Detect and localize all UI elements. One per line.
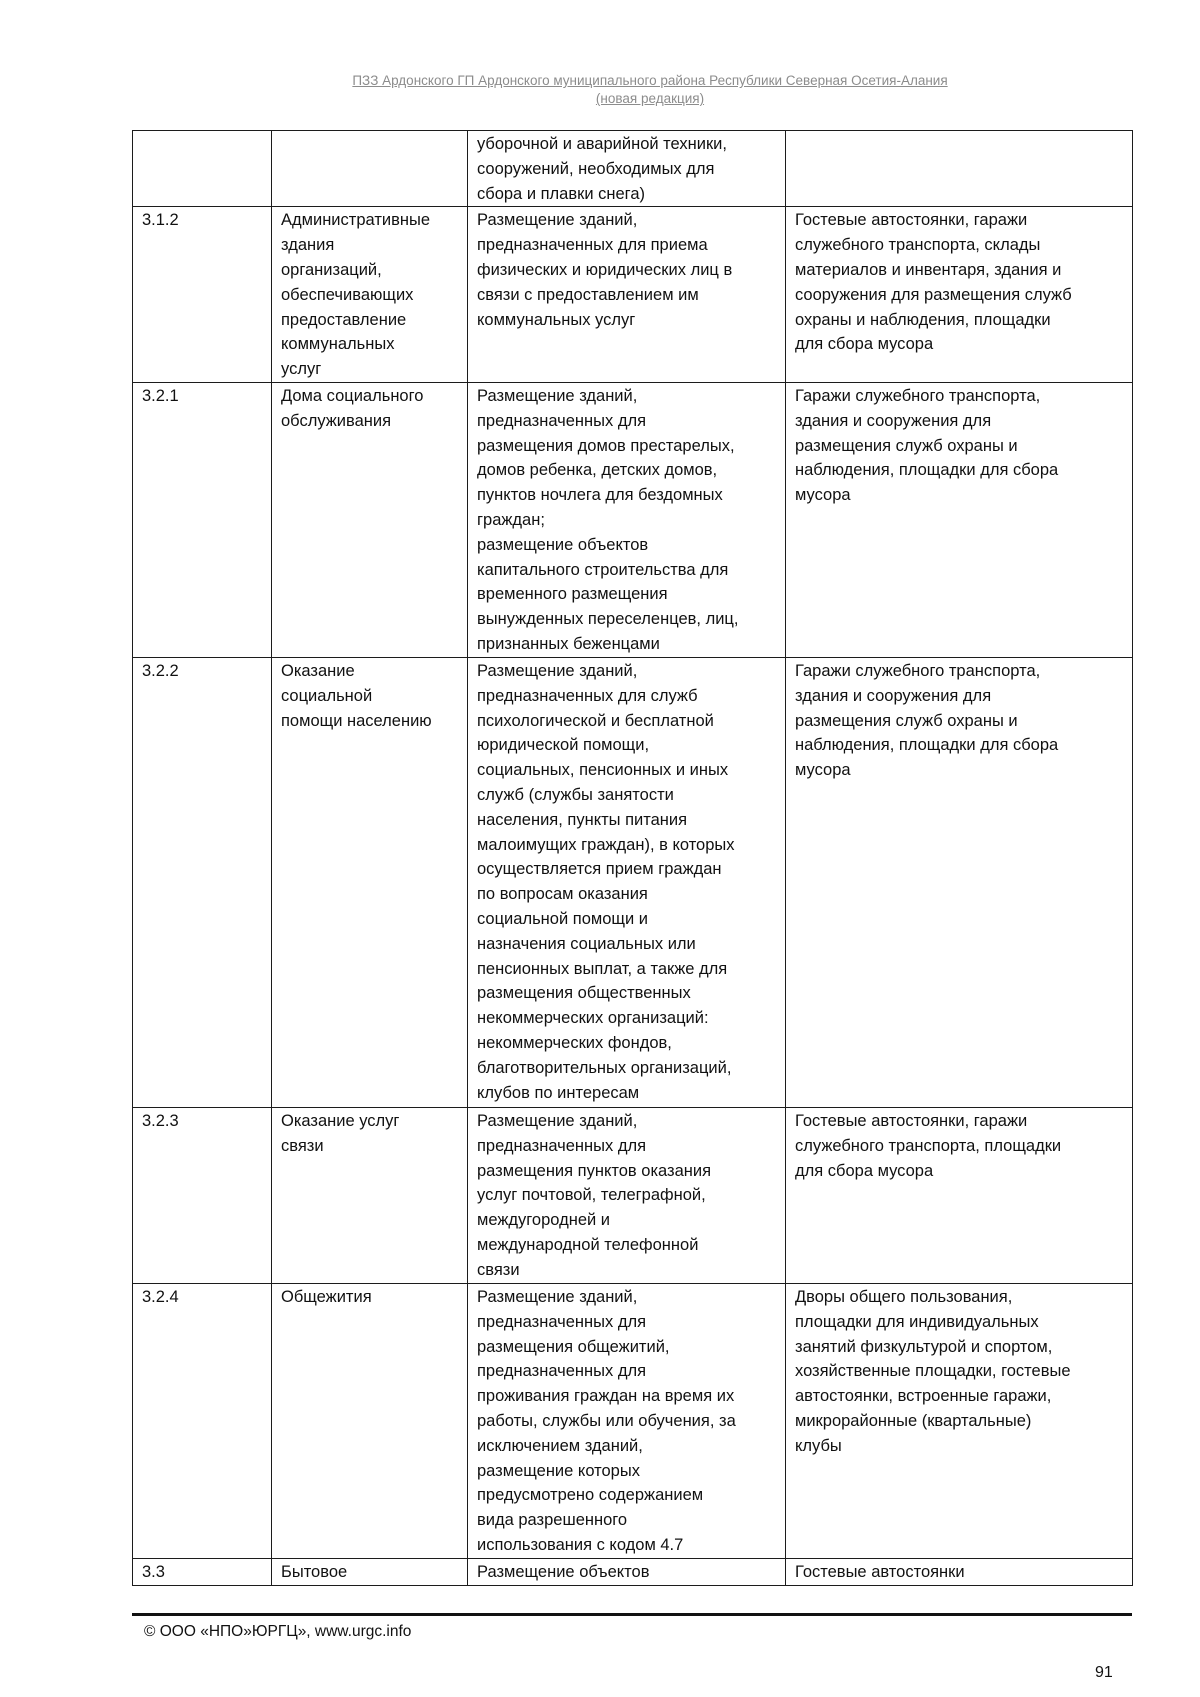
row-main-description: Размещение зданий, предназначенных для размещения пунктов оказания услуг почтовой, телеграфной, междугородней и международной телефонной связи xyxy=(468,1107,786,1283)
row-code: 3.2.4 xyxy=(133,1283,272,1558)
table-row xyxy=(133,207,1133,383)
row-auxiliary-uses: Гостевые автостоянки xyxy=(786,1558,1133,1585)
row-code: 3.2.1 xyxy=(133,382,272,657)
row-use-name: Дома социального обслуживания xyxy=(272,382,468,657)
row-main-description: уборочной и аварийной техники, сооружений, необходимых для сбора и плавки снега) xyxy=(468,131,786,207)
row-use-name: Административные здания организаций, обеспечивающих предоставление коммунальных услуг xyxy=(272,207,468,383)
row-use-name: Оказание услуг связи xyxy=(272,1107,468,1283)
row-main-description: Размещение объектов xyxy=(468,1558,786,1585)
row-use-name: Бытовое xyxy=(272,1558,468,1585)
row-code: 3.3 xyxy=(133,1558,272,1585)
table-row xyxy=(133,382,1133,657)
document-header-subtitle: (новая редакция) xyxy=(595,91,705,106)
footer-copyright: © ООО «НПО»ЮРГЦ», www.urgc.info xyxy=(144,1623,412,1640)
document-header-title: ПЗЗ Ардонского ГП Ардонского муниципального района Республики Северная Осетия-Алания xyxy=(352,73,948,88)
table-row xyxy=(133,1107,1133,1283)
row-main-description: Размещение зданий, предназначенных для приема физических и юридических лиц в связи с предоставлением им коммунальных услуг xyxy=(468,207,786,383)
page-number: 91 xyxy=(1095,1664,1113,1681)
row-auxiliary-uses: Гаражи служебного транспорта, здания и сооружения для размещения служб охраны и наблюдения, площадки для сбора мусора xyxy=(786,657,1133,1107)
row-use-name xyxy=(272,131,468,207)
row-auxiliary-uses: Гостевые автостоянки, гаражи служебного транспорта, площадки для сбора мусора xyxy=(786,1107,1133,1283)
row-main-description: Размещение зданий, предназначенных для служб психологической и бесплатной юридической помощи, социальных, пенсионных и иных служб (службы занятости населения, пункты питания малоимущих граждан), в которых осуществляется прием граждан по вопросам оказания социальной помощи и назначения социальных или пенсионных выплат, а также для размещения общественных некоммерческих организаций: некоммерческих фондов, благотворительных организаций, клубов по интересам xyxy=(468,657,786,1107)
table-row xyxy=(133,131,1133,207)
row-code xyxy=(133,131,272,207)
row-main-description: Размещение зданий, предназначенных для размещения общежитий, предназначенных для проживания граждан на время их работы, службы или обучения, за исключением зданий, размещение которых предусмотрено содержанием вида разрешенного использования с кодом 4.7 xyxy=(468,1283,786,1558)
table-row xyxy=(133,657,1133,1107)
footer-divider xyxy=(132,1613,1132,1616)
row-auxiliary-uses xyxy=(786,131,1133,207)
table-row xyxy=(133,1283,1133,1558)
row-main-description: Размещение зданий, предназначенных для размещения домов престарелых, домов ребенка, детских домов, пунктов ночлега для бездомных граждан; размещение объектов капитального строительства для временного размещения вынужденных переселенцев, лиц, признанных беженцами xyxy=(468,382,786,657)
table-row xyxy=(133,1558,1133,1585)
document-header xyxy=(0,72,1200,108)
row-code: 3.1.2 xyxy=(133,207,272,383)
row-auxiliary-uses: Дворы общего пользования, площадки для индивидуальных занятий физкультурой и спортом, хозяйственные площадки, гостевые автостоянки, встроенные гаражи, микрорайонные (квартальные) клубы xyxy=(786,1283,1133,1558)
row-use-name: Общежития xyxy=(272,1283,468,1558)
land-use-table xyxy=(132,130,1133,1586)
row-auxiliary-uses: Гаражи служебного транспорта, здания и сооружения для размещения служб охраны и наблюдения, площадки для сбора мусора xyxy=(786,382,1133,657)
row-auxiliary-uses: Гостевые автостоянки, гаражи служебного транспорта, склады материалов и инвентаря, здания и сооружения для размещения служб охраны и наблюдения, площадки для сбора мусора xyxy=(786,207,1133,383)
row-use-name: Оказание социальной помощи населению xyxy=(272,657,468,1107)
row-code: 3.2.2 xyxy=(133,657,272,1107)
row-code: 3.2.3 xyxy=(133,1107,272,1283)
